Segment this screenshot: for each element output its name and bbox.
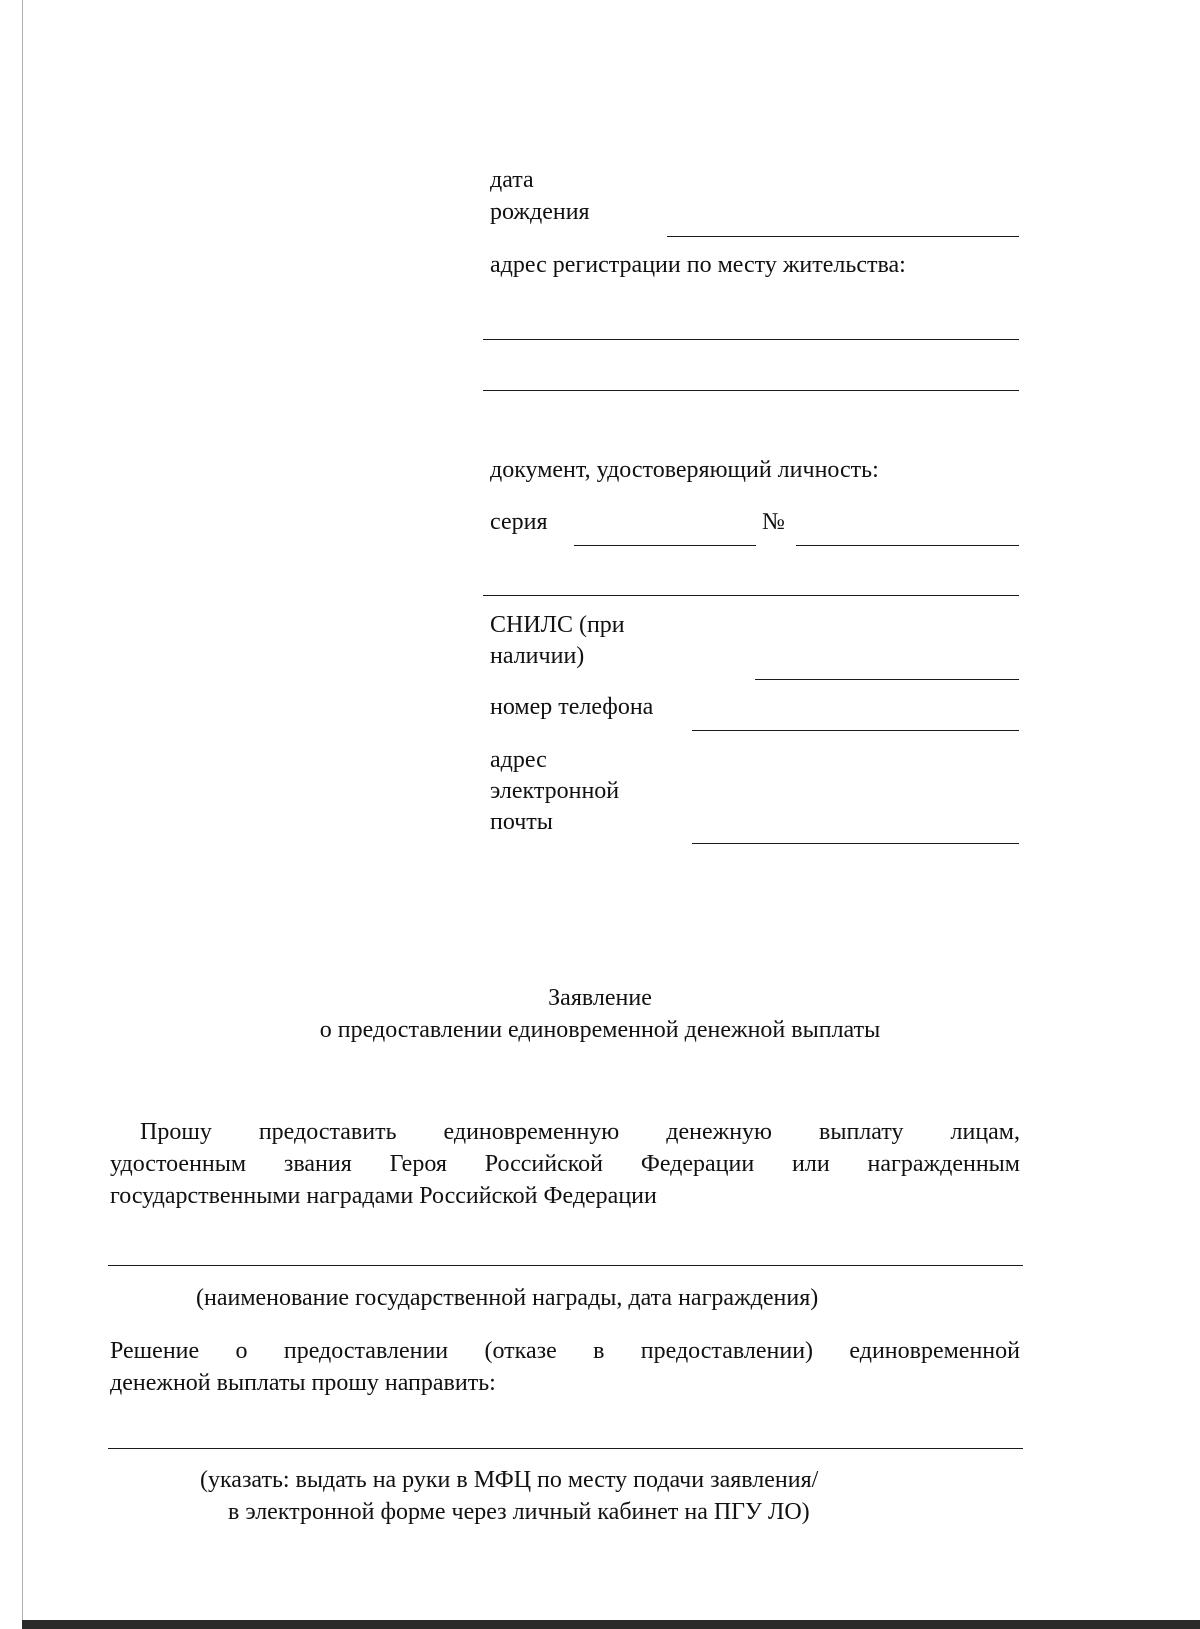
email-label-line3: почты <box>490 809 553 835</box>
snils-field[interactable] <box>755 679 1019 680</box>
scan-bottom-edge <box>22 1620 1200 1629</box>
birth-date-field[interactable] <box>667 236 1019 237</box>
request-line-1: Прошу предоставить единовременную денежную выплату лицам, <box>140 1119 1020 1145</box>
phone-field[interactable] <box>692 730 1019 731</box>
number-label: № <box>762 509 785 535</box>
email-label-line1: адрес <box>490 747 547 773</box>
number-field[interactable] <box>796 545 1019 546</box>
series-label: серия <box>490 509 548 535</box>
birth-date-label-line2: рождения <box>490 199 590 225</box>
delivery-caption-line1: (указать: выдать на руки в МФЦ по месту подачи заявления/ <box>200 1467 819 1493</box>
request-paragraph <box>110 1116 1020 1212</box>
series-field[interactable] <box>574 545 756 546</box>
request-line-2: удостоенным звания Героя Российской Федерации или награжденным <box>110 1151 1020 1177</box>
birth-date-label-line1: дата <box>490 167 534 193</box>
document-title: Заявление <box>548 985 652 1011</box>
decision-line-2: денежной выплаты прошу направить: <box>110 1370 496 1396</box>
delivery-method-field[interactable] <box>108 1448 1023 1449</box>
id-document-field[interactable] <box>483 595 1019 596</box>
email-label-line2: электронной <box>490 778 620 804</box>
address-field-line1[interactable] <box>483 339 1019 340</box>
decision-paragraph <box>110 1335 1020 1399</box>
scan-left-edge <box>22 0 23 1629</box>
award-field[interactable] <box>108 1265 1023 1266</box>
award-caption: (наименование государственной награды, дата награждения) <box>196 1285 819 1311</box>
address-label: адрес регистрации по месту жительства: <box>490 252 906 278</box>
request-line-3: государственными наградами Российской Федерации <box>110 1183 657 1209</box>
snils-label-line2: наличии) <box>490 643 585 669</box>
id-document-label: документ, удостоверяющий личность: <box>490 457 879 483</box>
snils-label-line1: СНИЛС (при <box>490 612 625 638</box>
decision-line-1: Решение о предоставлении (отказе в предоставлении) единовременной <box>110 1338 1020 1364</box>
phone-label: номер телефона <box>490 694 654 720</box>
document-subtitle: о предоставлении единовременной денежной выплаты <box>319 1017 881 1043</box>
email-field[interactable] <box>692 843 1019 844</box>
delivery-caption-line2: в электронной форме через личный кабинет на ПГУ ЛО) <box>228 1499 810 1525</box>
address-field-line2[interactable] <box>483 390 1019 391</box>
